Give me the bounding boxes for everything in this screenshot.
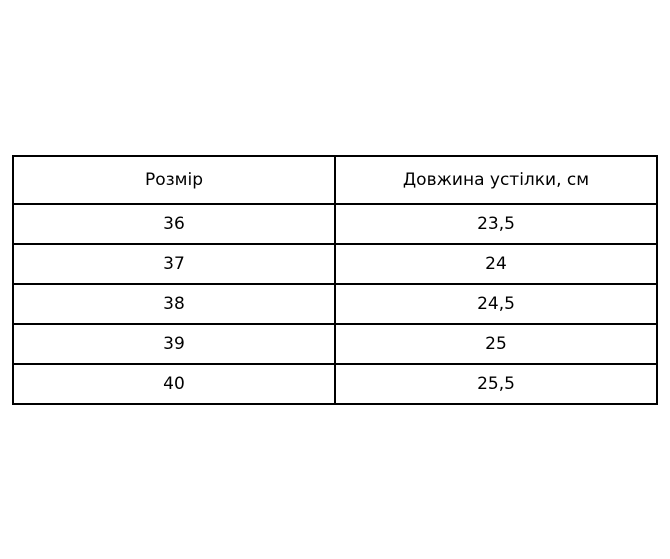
cell-size: 39 xyxy=(13,324,335,364)
table-row xyxy=(13,284,657,324)
column-header-size: Розмір xyxy=(13,156,335,204)
column-header-insole-length: Довжина устілки, см xyxy=(335,156,657,204)
table-row xyxy=(13,204,657,244)
cell-insole-length: 25 xyxy=(335,324,657,364)
cell-size: 36 xyxy=(13,204,335,244)
size-chart-table xyxy=(12,155,658,405)
table-row xyxy=(13,364,657,404)
cell-insole-length: 24,5 xyxy=(335,284,657,324)
table-header-row xyxy=(13,156,657,204)
cell-size: 37 xyxy=(13,244,335,284)
cell-size: 40 xyxy=(13,364,335,404)
table-row xyxy=(13,244,657,284)
cell-size: 38 xyxy=(13,284,335,324)
table-header xyxy=(13,156,657,204)
table-row xyxy=(13,324,657,364)
table-body xyxy=(13,204,657,404)
cell-insole-length: 24 xyxy=(335,244,657,284)
size-chart-container xyxy=(12,155,658,405)
cell-insole-length: 23,5 xyxy=(335,204,657,244)
cell-insole-length: 25,5 xyxy=(335,364,657,404)
